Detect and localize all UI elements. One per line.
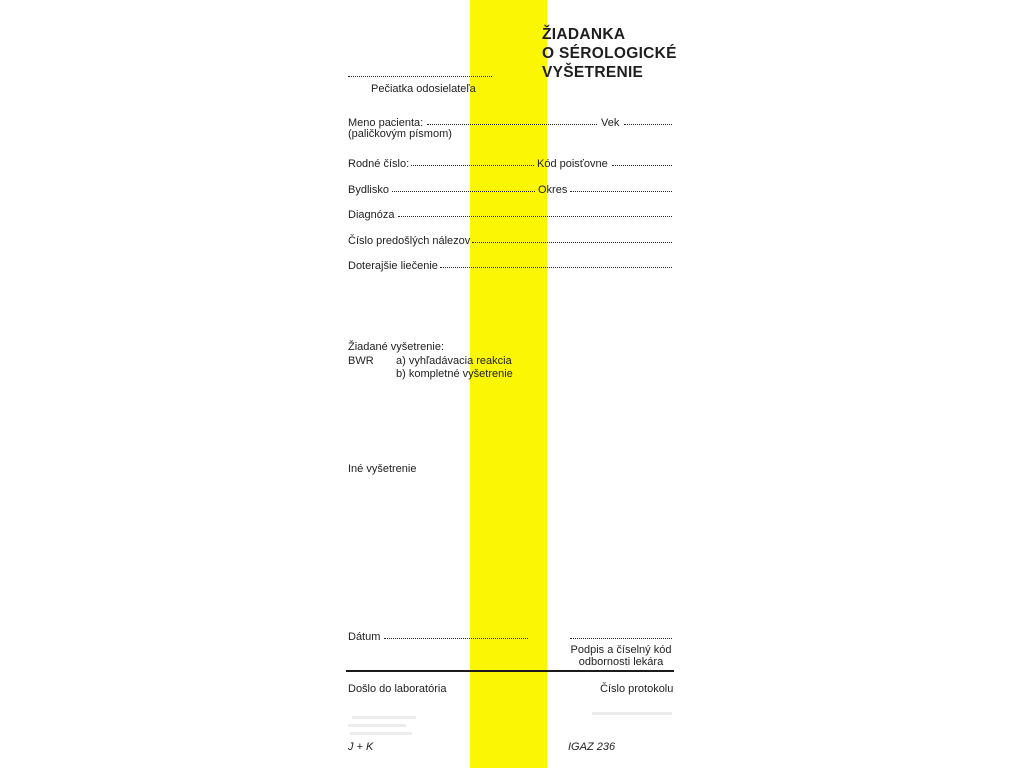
- date-label: Dátum: [348, 631, 381, 643]
- bleed-through-mark: [592, 712, 672, 715]
- footer-publisher: J + K: [348, 741, 374, 753]
- other-exam-label: Iné vyšetrenie: [348, 463, 417, 475]
- bleed-through-mark: [348, 724, 406, 727]
- title-line-2: O SÉROLOGICKÉ: [542, 45, 677, 62]
- insurer-code-field[interactable]: [612, 165, 672, 166]
- age-field[interactable]: [624, 124, 672, 125]
- requested-exam-heading: Žiadané vyšetrenie:: [348, 341, 444, 353]
- signature-label-line-1: Podpis a číselný kód: [570, 644, 672, 656]
- diagnosis-label: Diagnóza: [348, 209, 395, 221]
- diagnosis-field[interactable]: [398, 216, 672, 217]
- signature-label-line-2: odbornosti lekára: [578, 656, 664, 668]
- age-label: Vek: [601, 117, 620, 129]
- patient-name-note: (paličkovým písmom): [348, 128, 452, 140]
- birth-number-field[interactable]: [411, 165, 534, 166]
- received-lab-label: Došlo do laboratória: [348, 683, 447, 695]
- bwr-label: BWR: [348, 355, 374, 367]
- insurer-code-label: Kód poisťovne: [537, 158, 608, 170]
- option-complete-exam[interactable]: b) kompletné vyšetrenie: [396, 368, 513, 380]
- bleed-through-mark: [350, 732, 412, 735]
- sender-stamp-line[interactable]: [348, 76, 492, 77]
- district-label: Okres: [538, 184, 568, 196]
- residence-label: Bydlisko: [348, 184, 389, 196]
- previous-treatment-label: Doterajšie liečenie: [348, 260, 438, 272]
- previous-findings-field[interactable]: [472, 242, 672, 243]
- birth-number-label: Rodné číslo:: [348, 158, 410, 170]
- previous-findings-label: Číslo predošlých nálezov: [348, 235, 471, 247]
- footer-form-code: IGAZ 236: [568, 741, 616, 753]
- patient-name-label: Meno pacienta:: [348, 117, 424, 129]
- title-line-1: ŽIADANKA: [542, 26, 626, 43]
- patient-name-field[interactable]: [427, 124, 597, 125]
- signature-field[interactable]: [570, 638, 672, 639]
- form-title: [542, 25, 677, 82]
- sender-stamp-label: Pečiatka odosielateľa: [371, 83, 476, 95]
- district-field[interactable]: [570, 191, 672, 192]
- protocol-number-label: Číslo protokolu: [600, 683, 674, 695]
- option-screening-reaction[interactable]: a) vyhľadávacia reakcia: [396, 355, 512, 367]
- residence-field[interactable]: [392, 191, 535, 192]
- title-line-3: VYŠETRENIE: [542, 64, 644, 81]
- yellow-stripe: [470, 0, 547, 768]
- previous-treatment-field[interactable]: [440, 267, 672, 268]
- bleed-through-mark: [352, 716, 416, 719]
- date-field[interactable]: [384, 638, 528, 639]
- section-divider: [346, 670, 674, 672]
